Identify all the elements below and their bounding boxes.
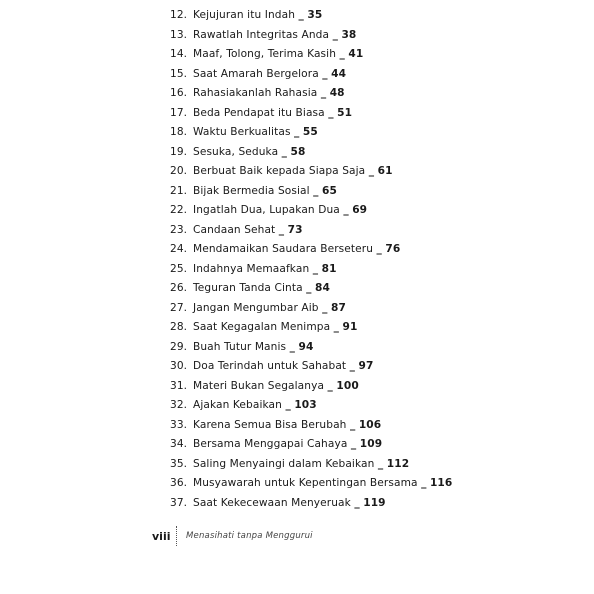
entry-page-number: 100	[336, 379, 359, 392]
entry-number: 35.	[170, 457, 188, 470]
entry-separator: _	[306, 282, 312, 294]
entry-number: 17.	[170, 106, 188, 119]
entry-page-number: 94	[298, 340, 314, 353]
entry-page-number: 112	[386, 457, 410, 470]
entry-number: 27.	[170, 301, 188, 314]
entry-separator: _	[421, 477, 427, 489]
entry-page-number: 44	[331, 67, 347, 80]
entry-title: Ingatlah Dua, Lupakan Dua	[193, 204, 340, 216]
entry-title: Saling Menyaingi dalam Kebaikan	[193, 457, 375, 470]
entry-number: 18.	[170, 126, 188, 138]
entry-page-number: 119	[363, 496, 386, 509]
entry-separator: _	[281, 145, 288, 158]
toc-entry	[170, 104, 452, 124]
entry-separator: _	[339, 48, 345, 60]
entry-page-number: 35	[307, 9, 323, 21]
entry-number: 34.	[170, 438, 188, 450]
entry-title: Waktu Berkualitas	[193, 126, 291, 138]
entry-title: Rahasiakanlah Rahasia	[193, 87, 318, 99]
entry-separator: _	[327, 379, 333, 392]
entry-title: Sesuka, Seduka	[193, 145, 279, 158]
toc-entry	[170, 377, 452, 397]
footer-page-number: viii	[152, 529, 171, 543]
table-of-contents	[170, 6, 452, 513]
toc-entry	[170, 435, 452, 455]
toc-entry	[170, 455, 452, 475]
entry-separator: _	[312, 262, 319, 275]
toc-entry	[170, 45, 452, 65]
entry-separator: _	[322, 67, 328, 80]
entry-separator: _	[377, 457, 384, 470]
entry-number: 22.	[170, 204, 188, 216]
entry-title: Bijak Bermedia Sosial	[193, 184, 310, 197]
entry-number: 19.	[170, 145, 188, 158]
toc-entry	[170, 299, 452, 319]
entry-number: 25.	[170, 262, 188, 275]
entry-title: Materi Bukan Segalanya	[193, 379, 325, 392]
entry-number: 20.	[170, 165, 188, 177]
entry-number: 21.	[170, 184, 188, 197]
entry-page-number: 73	[287, 223, 303, 236]
entry-page-number: 41	[348, 48, 364, 60]
entry-page-number: 61	[377, 165, 393, 177]
toc-entry	[170, 474, 452, 494]
entry-separator: _	[332, 28, 338, 41]
entry-page-number: 76	[385, 243, 401, 255]
entry-separator: _	[298, 9, 304, 21]
entry-separator: _	[294, 126, 300, 138]
entry-title: Buah Tutur Manis	[193, 340, 287, 353]
toc-entry	[170, 6, 452, 26]
entry-title: Ajakan Kebaikan	[193, 399, 282, 411]
entry-page-number: 81	[321, 262, 337, 275]
toc-entry	[170, 143, 452, 163]
toc-entry	[170, 123, 452, 143]
toc-entry	[170, 26, 452, 46]
entry-separator: _	[328, 106, 334, 119]
toc-entry	[170, 416, 452, 436]
entry-page-number: 38	[341, 28, 357, 41]
entry-page-number: 51	[337, 106, 353, 119]
entry-title: Indahnya Memaafkan	[193, 262, 310, 275]
toc-entry	[170, 260, 452, 280]
entry-separator: _	[349, 360, 356, 372]
toc-entry	[170, 201, 452, 221]
entry-title: Saat Kegagalan Menimpa	[193, 321, 331, 333]
entry-separator: _	[354, 496, 360, 509]
entry-separator: _	[368, 165, 375, 177]
entry-title: Jangan Mengumbar Aib	[193, 301, 319, 314]
entry-number: 33.	[170, 418, 188, 431]
entry-title: Saat Amarah Bergelora	[193, 67, 319, 80]
entry-number: 23.	[170, 223, 188, 236]
entry-number: 37.	[170, 496, 188, 509]
entry-number: 31.	[170, 379, 188, 392]
entry-title: Bersama Menggapai Cahaya	[193, 438, 348, 450]
entry-number: 32.	[170, 399, 188, 411]
toc-entry	[170, 279, 452, 299]
entry-page-number: 91	[342, 321, 358, 333]
entry-title: Karena Semua Bisa Berubah	[193, 418, 347, 431]
entry-title: Kejujuran itu Indah	[193, 9, 296, 21]
entry-separator: _	[322, 301, 328, 314]
entry-page-number: 97	[358, 360, 374, 372]
page-footer	[152, 527, 313, 545]
entry-number: 13.	[170, 28, 188, 41]
entry-number: 26.	[170, 282, 188, 294]
entry-separator: _	[376, 243, 382, 255]
toc-entry	[170, 338, 452, 358]
entry-separator: _	[320, 87, 327, 99]
entry-separator: _	[333, 321, 340, 333]
entry-title: Saat Kekecewaan Menyeruak	[193, 496, 351, 509]
entry-title: Beda Pendapat itu Biasa	[193, 106, 325, 119]
entry-page-number: 48	[329, 87, 345, 99]
entry-separator: _	[350, 438, 357, 450]
entry-page-number: 65	[322, 184, 337, 197]
entry-separator: _	[289, 340, 296, 353]
entry-title: Teguran Tanda Cinta	[193, 282, 303, 294]
toc-entry	[170, 162, 452, 182]
toc-entry	[170, 65, 452, 85]
entry-page-number: 84	[315, 282, 330, 294]
entry-page-number: 55	[302, 126, 318, 138]
toc-entry	[170, 221, 452, 241]
entry-page-number: 116	[429, 477, 453, 489]
entry-title: Musyawarah untuk Kepentingan Bersama	[193, 477, 418, 489]
entry-separator: _	[349, 418, 356, 431]
toc-entry	[170, 240, 452, 260]
footer-divider	[176, 526, 177, 546]
entry-title: Maaf, Tolong, Terima Kasih	[193, 48, 337, 60]
toc-entry	[170, 84, 452, 104]
entry-page-number: 106	[358, 418, 382, 431]
entry-page-number: 87	[330, 301, 346, 314]
entry-number: 36.	[170, 477, 188, 489]
entry-title: Rawatlah Integritas Anda	[193, 28, 330, 41]
toc-entry	[170, 396, 452, 416]
entry-page-number: 109	[359, 438, 383, 450]
toc-entry	[170, 357, 452, 377]
entry-number: 28.	[170, 321, 188, 333]
toc-entry	[170, 494, 452, 514]
entry-page-number: 69	[352, 204, 368, 216]
entry-separator: _	[313, 184, 319, 197]
entry-title: Mendamaikan Saudara Berseteru	[193, 243, 374, 255]
footer-book-title: Menasihati tanpa Menggurui	[186, 531, 313, 541]
entry-separator: _	[343, 204, 349, 216]
entry-number: 12.	[170, 9, 188, 21]
entry-page-number: 103	[294, 399, 317, 411]
entry-number: 30.	[170, 360, 188, 372]
toc-entry	[170, 318, 452, 338]
entry-number: 24.	[170, 243, 188, 255]
entry-separator: _	[285, 399, 291, 411]
entry-title: Candaan Sehat	[193, 223, 276, 236]
entry-number: 15.	[170, 67, 188, 80]
toc-entry	[170, 182, 452, 202]
entry-title: Berbuat Baik kepada Siapa Saja	[193, 165, 366, 177]
entry-page-number: 58	[290, 145, 306, 158]
entry-number: 29.	[170, 340, 188, 353]
entry-separator: _	[278, 223, 285, 236]
entry-number: 16.	[170, 87, 188, 99]
entry-number: 14.	[170, 48, 188, 60]
entry-title: Doa Terindah untuk Sahabat	[193, 360, 347, 372]
